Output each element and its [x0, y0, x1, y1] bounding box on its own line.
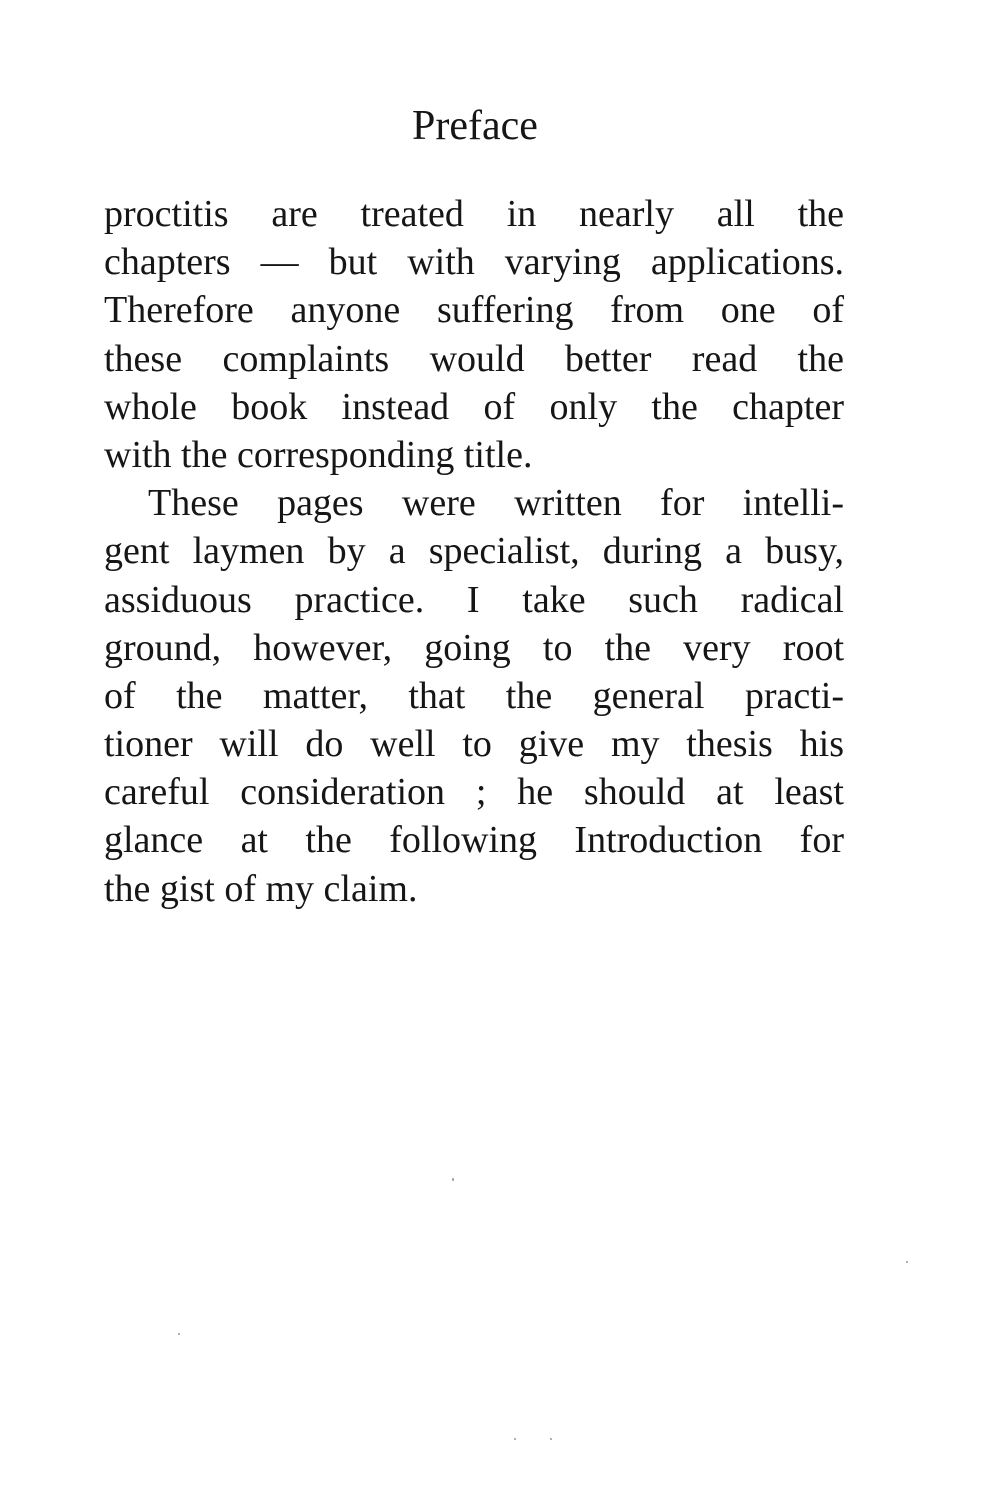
text-line: proctitis are treated in nearly all the	[104, 193, 844, 235]
running-head: Preface	[412, 103, 538, 149]
paper-speck	[178, 1333, 180, 1335]
text-line: of the matter, that the general practi-	[104, 674, 844, 717]
paper-speck	[906, 1261, 908, 1263]
text-line: ground, however, going to the very root	[104, 626, 844, 669]
text-line: with the corresponding title.	[104, 433, 533, 476]
text-line: glance at the following Introduction for	[104, 819, 844, 862]
paper-speck	[452, 1178, 454, 1181]
paper-speck	[514, 1438, 516, 1440]
text-line: the gist of my claim.	[104, 867, 418, 910]
paragraph-1	[104, 190, 844, 479]
text-line: gent laymen by a specialist, during a busy,	[104, 530, 844, 573]
text-line: whole book instead of only the chapter	[104, 385, 844, 428]
text-line: chapters — but with varying applications.	[104, 241, 844, 284]
text-line: Therefore anyone suffering from one of	[104, 289, 844, 332]
text-line: careful consideration ; he should at least	[104, 771, 844, 814]
body-text	[104, 190, 844, 913]
text-line: these complaints would better read the	[104, 337, 844, 380]
paragraph-2	[104, 479, 844, 913]
text-line: assiduous practice. I take such radical	[104, 578, 844, 621]
text-line: These pages were written for intelli-	[148, 482, 844, 525]
text-line: tioner will do well to give my thesis his	[104, 723, 844, 766]
paper-speck	[550, 1438, 552, 1440]
